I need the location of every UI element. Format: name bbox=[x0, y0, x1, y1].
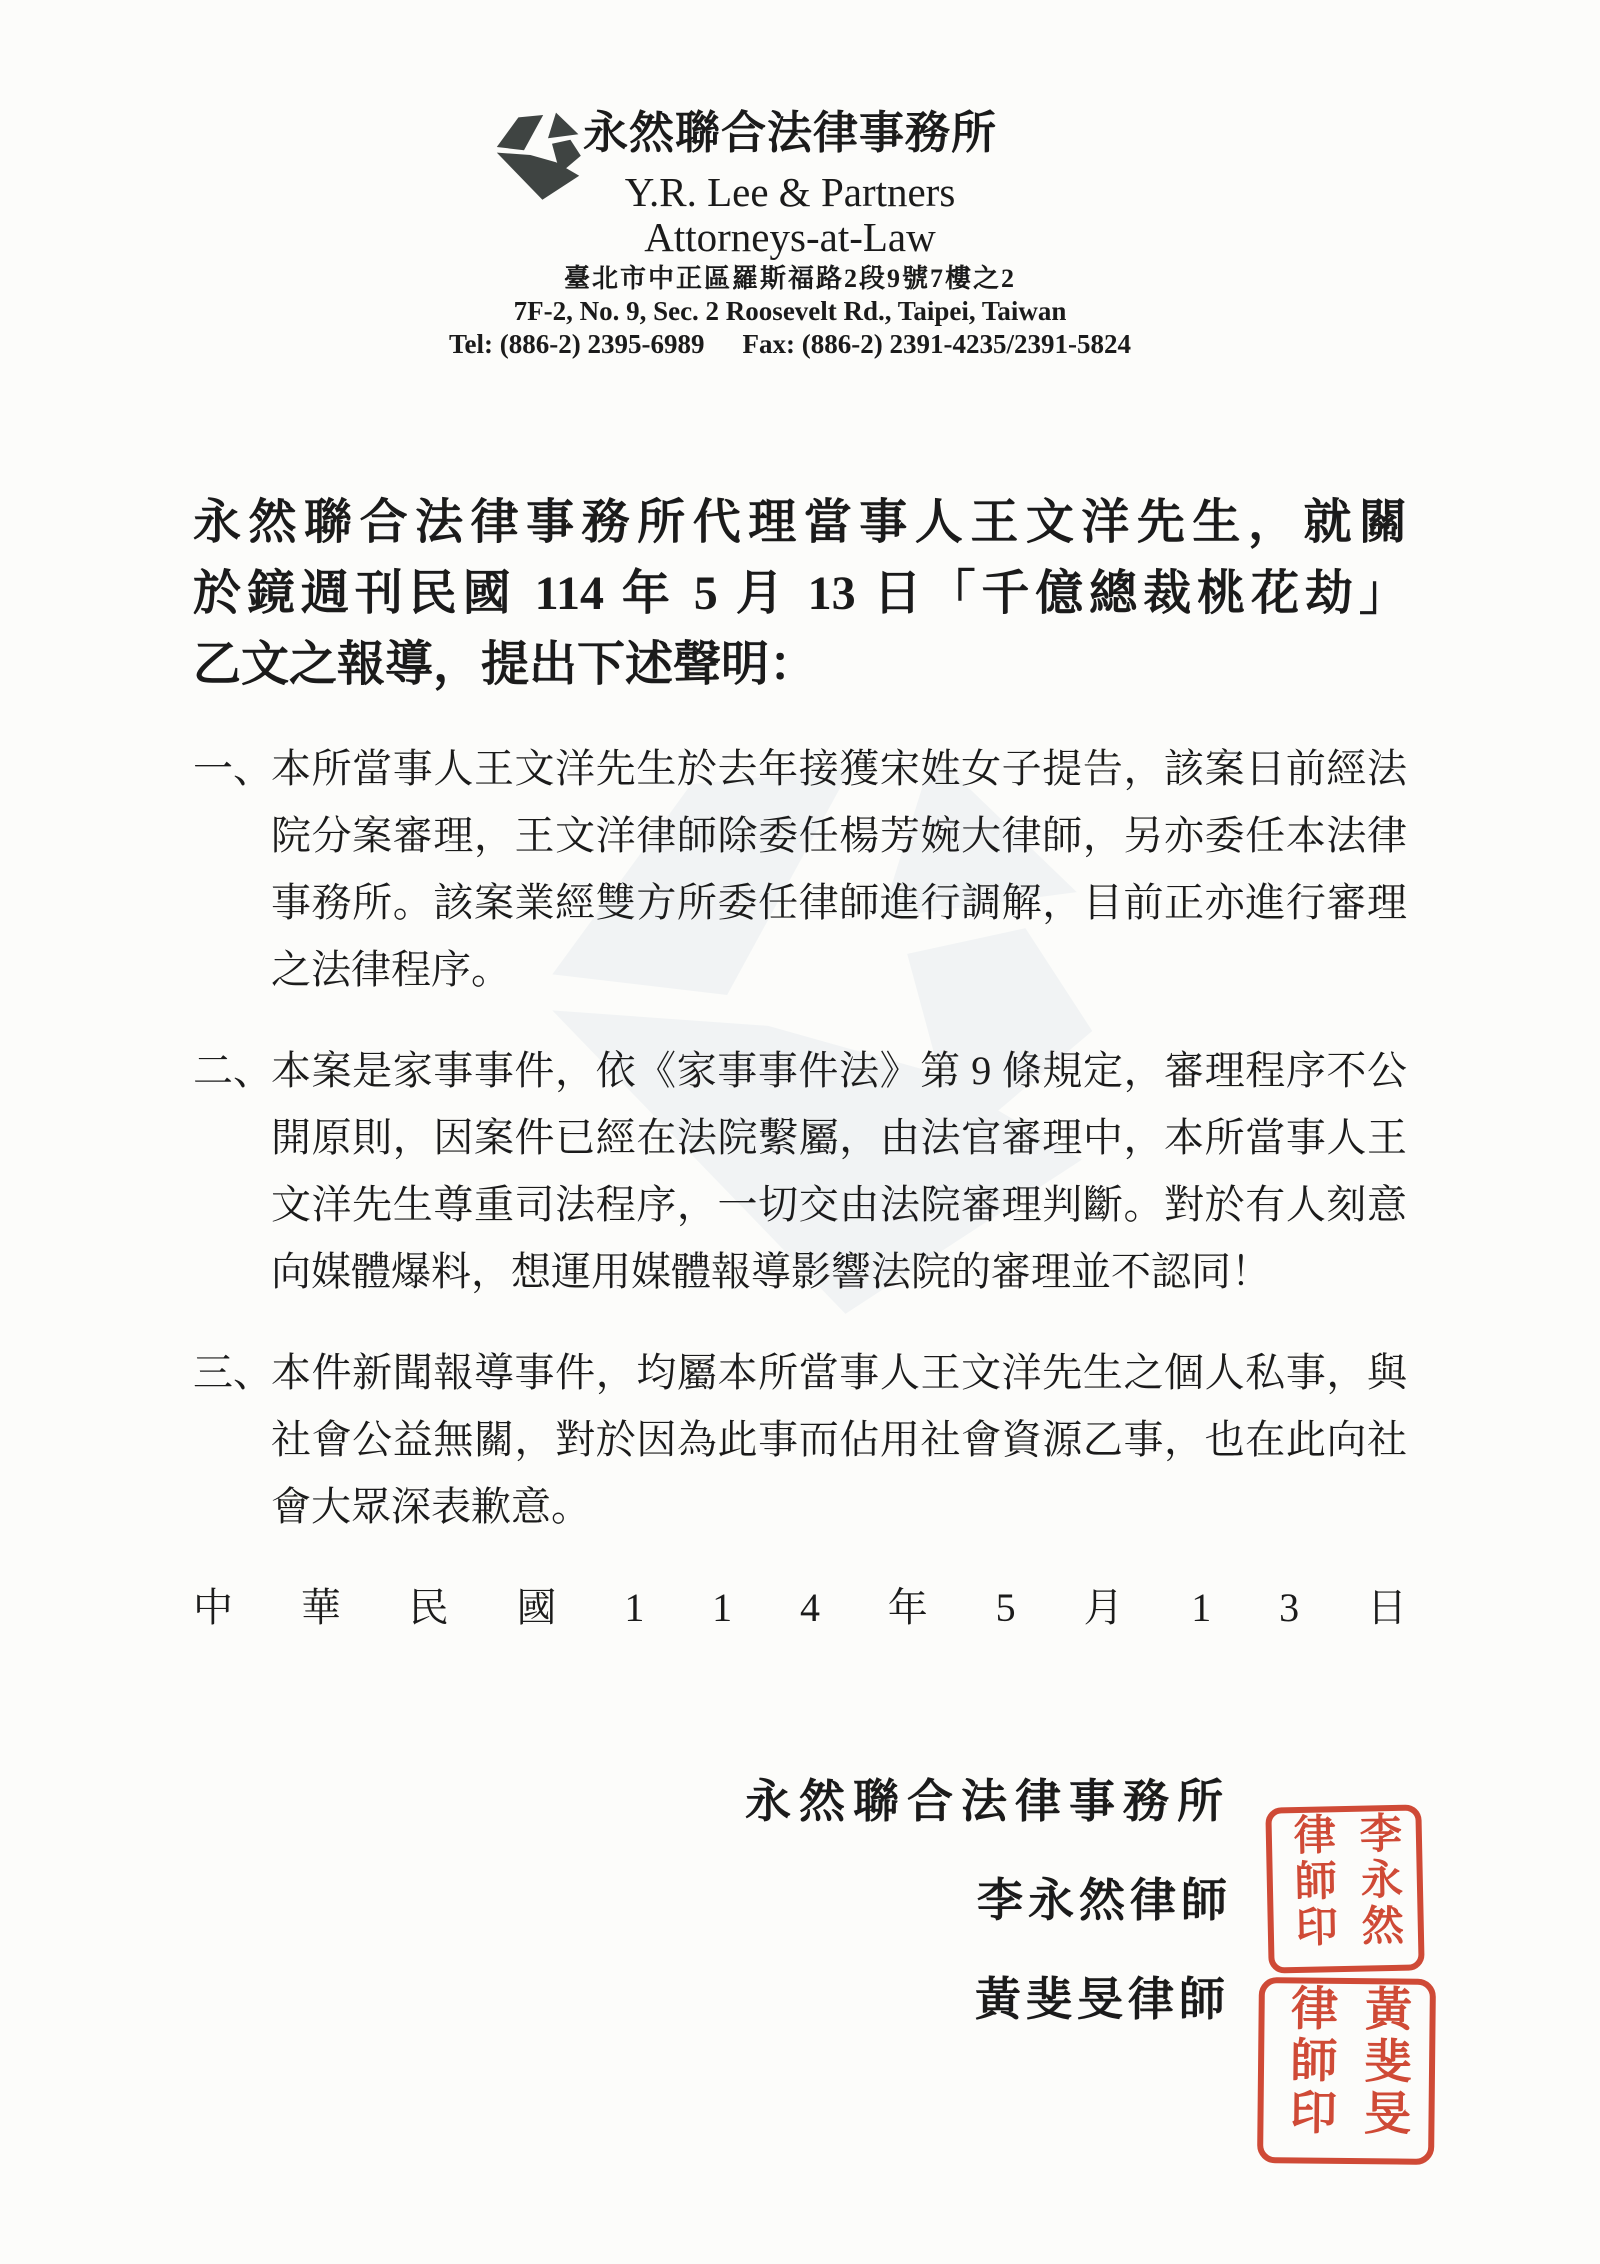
red-seal-huang-fei-min bbox=[1257, 1977, 1436, 2165]
firm-name-zh: 永然聯合法律事務所 bbox=[582, 108, 997, 158]
title-line: 於鏡週刊民國 114 年 5 月 13 日「千億總裁桃花劫」 bbox=[193, 567, 1407, 620]
date-char: 國 bbox=[516, 1585, 557, 1630]
signature-lawyer-li-yung-jan: 李永然律師 bbox=[977, 1875, 1232, 1926]
paragraph-lines bbox=[271, 1339, 1407, 1540]
statement-paragraph-2 bbox=[193, 1037, 1407, 1305]
date-char: 民 bbox=[408, 1585, 449, 1630]
firm-name-en: Y.R. Lee & Partners bbox=[624, 169, 956, 215]
title-line: 乙文之報導，提出下述聲明： bbox=[193, 638, 818, 691]
body-line: 本所當事人王文洋先生於去年接獲宋姓女子提告，該案日前經法 bbox=[271, 746, 1407, 791]
date-char: 1 bbox=[624, 1585, 645, 1630]
fax-number: Fax: (886-2) 2391-4235/2391-5824 bbox=[742, 329, 1131, 359]
signature-firm-name: 永然聯合法律事務所 bbox=[745, 1776, 1231, 1827]
letterhead bbox=[0, 0, 1600, 380]
address-zh: 臺北市中正區羅斯福路2段9號7樓之2 bbox=[563, 264, 1016, 293]
red-seal-li-yung-jan bbox=[1265, 1804, 1424, 1973]
title-line: 永然聯合法律事務所代理當事人王文洋先生，就關 bbox=[193, 496, 1407, 549]
date-char: 5 bbox=[995, 1585, 1016, 1630]
body-line: 本案是家事事件，依《家事事件法》第 9 條規定，審理程序不公 bbox=[271, 1048, 1407, 1093]
tel-number: Tel: (886-2) 2395-6989 bbox=[449, 329, 705, 359]
date-char: 中 bbox=[193, 1585, 233, 1630]
signature-lawyer-huang-fei-min: 黃斐旻律師 bbox=[975, 1974, 1230, 2025]
date-char: 日 bbox=[1366, 1585, 1407, 1630]
tel-fax-line bbox=[190, 328, 1390, 361]
seal-text: 李永然律師印 bbox=[1287, 1810, 1403, 1952]
date-char: 1 bbox=[712, 1585, 733, 1630]
paragraph-lines bbox=[271, 1037, 1407, 1305]
paragraph-marker: 三、 bbox=[193, 1350, 273, 1395]
body-line: 社會公益無關，對於因為此事而佔用社會資源乙事，也在此向社 bbox=[271, 1417, 1407, 1462]
body-line: 開原則，因案件已經在法院繫屬，由法官審理中，本所當事人王 bbox=[271, 1115, 1407, 1160]
statement-body bbox=[193, 487, 1407, 1641]
body-line: 院分案審理，王文洋律師除委任楊芳婉大律師，另亦委任本法律 bbox=[271, 813, 1407, 858]
date-char: 年 bbox=[887, 1585, 928, 1630]
address-en: 7F-2, No. 9, Sec. 2 Roosevelt Rd., Taipei, Taiwan bbox=[513, 296, 1067, 326]
statement-paragraph-3 bbox=[193, 1339, 1407, 1540]
date-char: 月 bbox=[1083, 1585, 1124, 1630]
seal-text: 黃斐旻律師印 bbox=[1282, 1983, 1411, 2141]
body-line: 本件新聞報導事件，均屬本所當事人王文洋先生之個人私事，與 bbox=[271, 1350, 1407, 1395]
roc-date-line bbox=[193, 1574, 1407, 1641]
body-line: 事務所。該案業經雙方所委任律師進行調解，目前正亦進行審理 bbox=[271, 880, 1407, 925]
statement-title bbox=[193, 487, 1407, 700]
paragraph-marker: 一、 bbox=[193, 746, 273, 791]
body-line: 會大眾深表歉意。 bbox=[271, 1484, 591, 1529]
body-line: 向媒體爆料，想運用媒體報導影響法院的審理並不認同！ bbox=[271, 1249, 1271, 1294]
statement-paragraph-1 bbox=[193, 735, 1407, 1003]
letterhead-text bbox=[190, 95, 1390, 361]
paragraph-marker: 二、 bbox=[193, 1048, 273, 1093]
date-char: 華 bbox=[300, 1585, 341, 1630]
firm-tagline: Attorneys-at-Law bbox=[644, 214, 936, 260]
paragraph-lines bbox=[271, 735, 1407, 1003]
date-char: 4 bbox=[799, 1585, 820, 1630]
body-line: 文洋先生尊重司法程序，一切交由法院審理判斷。對於有人刻意 bbox=[271, 1182, 1407, 1227]
body-line: 之法律程序。 bbox=[271, 947, 511, 992]
date-char: 3 bbox=[1279, 1585, 1300, 1630]
date-char: 1 bbox=[1191, 1585, 1212, 1630]
